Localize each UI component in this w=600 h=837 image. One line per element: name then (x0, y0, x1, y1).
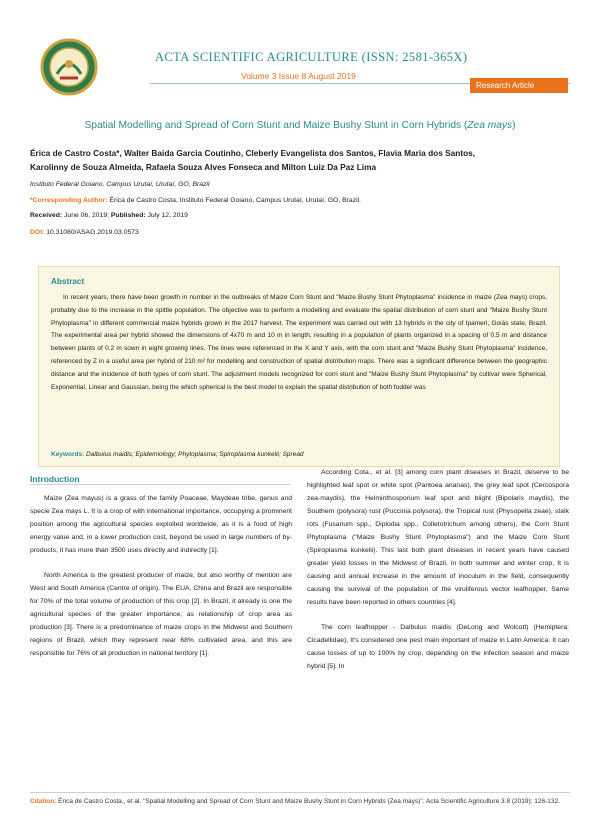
right-column (307, 466, 569, 685)
introduction-divider (30, 484, 290, 485)
right-paragraph-2: The corn leafhopper - Dalbulus maidis (DeLong and Wolcott) (Hemiptera: Cicadellidae), It's considered one pest main important of maize in Latin America. It can cause losses of up to 100% by crop, depending on the infection season and maize hybrid [5]. In (307, 624, 569, 670)
doi-link[interactable]: 10.31080/ASAG.2019.03.0573 (46, 229, 139, 236)
intro-paragraph-1: Maize (Zea mayus) is a grass of the family Poaceae, Maydeae tribe, genus and specie Zea mays L. It is a crop of with international importance, occupying a prominent position among the agricultural species exploited worldwide, as it is a food of high energy value and, in a lower production cost, beyond be used in large numbers of by-products, it has more than 3500 uses directly and indirectly [1]. (30, 495, 292, 554)
intro-paragraph-2: North America is the greatest producer of maize, but also worthy of mention are West and South America (Centre of origin). The EUA, China and Brazil are responsible for 70% of the total volume of production of this crop [2]. In Brazil, it already is one the agricultural species of the greater importance, as relationship of crop area as production [3]. There is a predominance of maize crops in the Midwest and Southern regions of Brazil, which they represent near 68% cultivated area, and this are responsible for 76% of all production in national territory [1]. (30, 572, 292, 657)
journal-title: ACTA SCIENTIFIC AGRICULTURE (ISSN: 2581-365X) (155, 50, 468, 64)
citation: Citation: Érica de Castro Costa., et al. "Spatial Modelling and Spread of Corn Stunt and Maize Bushy Stunt in Corn Hybrids (Zea mays)". Acta Scientific Agriculture 3.8 (2019): 126-132. (30, 798, 560, 805)
keywords: Keywords: Dalbulus maidis; Epidemiology; Phytoplasma; Spiroplasma kunkelii; Spread (51, 451, 304, 458)
abstract-heading: Abstract (51, 277, 85, 286)
introduction-heading: Introduction (30, 474, 80, 484)
right-paragraph-1: According Cota., et al. [3] among corn plant diseases in Brazil, deserve to be highlighted leaf spot or white spot (Pantoea ananas), the grey leaf spot (Cercospora zea-maydis), the Helminthosporium leaf spot and blight (Bipolaris maydis), the Southern (polysora) rust (Puccinia polysora), the Tropical rust (Physopella zeae), stalk rots (Fusarium spp., Diplodia spp., Colletotrichum among others), the Corn Stunt Phytoplasma ("Maize Bushy Stunt Phytoplasma") and the Maize Corn Stunt (Spiroplasma kunkelii). This last both plant diseases in recent years have caused greater yield losses in the Midwest of Brazil, in both summer and winter crop, It is causing and annual increase in the amount of inoculum in the field, consequently causing the survival of the population of the viruliferous vector leafhopper. Same results have been reported in others countries [4]. (307, 469, 569, 606)
article-title: Spatial Modelling and Spread of Corn Stunt and Maize Bushy Stunt in Corn Hybrids (Zea mays) (84, 120, 516, 131)
left-column (30, 492, 292, 672)
footer-divider (30, 792, 570, 793)
author-line-1: Érica de Castro Costa*, Walter Baida Garcia Coutinho, Cleberly Evangelista dos Santos, Flavia Maria dos Santos, (30, 148, 476, 158)
affiliation: Instituto Federal Goiano, Campus Urutaí, Urutaí, GO, Brazil (30, 181, 210, 188)
abstract-text: In recent years, there have been growth in number in the outbreaks of Maize Corn Stunt and "Maize Bushy Stunt Phytoplasma" incidence in maize (Zea mays) crops, probably due to the increase in the spittle population. The objective was to perform a modelling and evaluate the spatial distribution of corn stunt and "Maize Bushy Stunt Phytoplasma" in different commercial maize hybrids grown in the 2017 harvest. The experiment was carried out with 13 hybrids in the city of Ipameri, Goiás state, Brazil. The experimental area per hybrid showed the dimensions of 4x70 m and 10 m in length, resulting in a population of plants organized in a spacing of 0.5 m and distance between plants of 0.2 m sown in eight growing lines. The lines were referenced in the X and Y axis, with the corn stunt and "Maize Bushy Stunt Phytoplasma" incidence, referenced by Z in a useful area per hybrid of 210 m² for modelling and construction of spatial distribution maps. There was a significant difference between the geographic distance and the incidence of both types of corn stunt. The adjustment models recognized for corn stunt and "Maize Bushy Stunt Phytoplasma" by cultivar were Spherical, Exponential, Linear and Gaussian, being the which spherical is the best model to explain the spatial distribution of both fodder was (51, 294, 547, 391)
author-line-2: Karolinny de Souza Almeida, Rafaela Souza Alves Fonseca and Milton Luiz Da Paz Lima (30, 161, 377, 172)
author-list (30, 147, 570, 174)
doi: DOI: 10.31080/ASAG.2019.03.0573 (30, 229, 139, 236)
laurel-wreath-logo (40, 38, 98, 96)
corresponding-author: *Corresponding Author: Érica de Castro Costa, Instituto Federal Goiano, Campus Urutaí, Urutaí, GO, Brazil. (30, 197, 362, 204)
article-dates: Received: June 06, 2019; Published: July 12, 2019 (30, 212, 188, 219)
abstract-box (38, 266, 560, 467)
article-type-badge: Research Article (470, 78, 568, 93)
volume-issue: Volume 3 Issue 8 August 2019 (241, 71, 356, 81)
